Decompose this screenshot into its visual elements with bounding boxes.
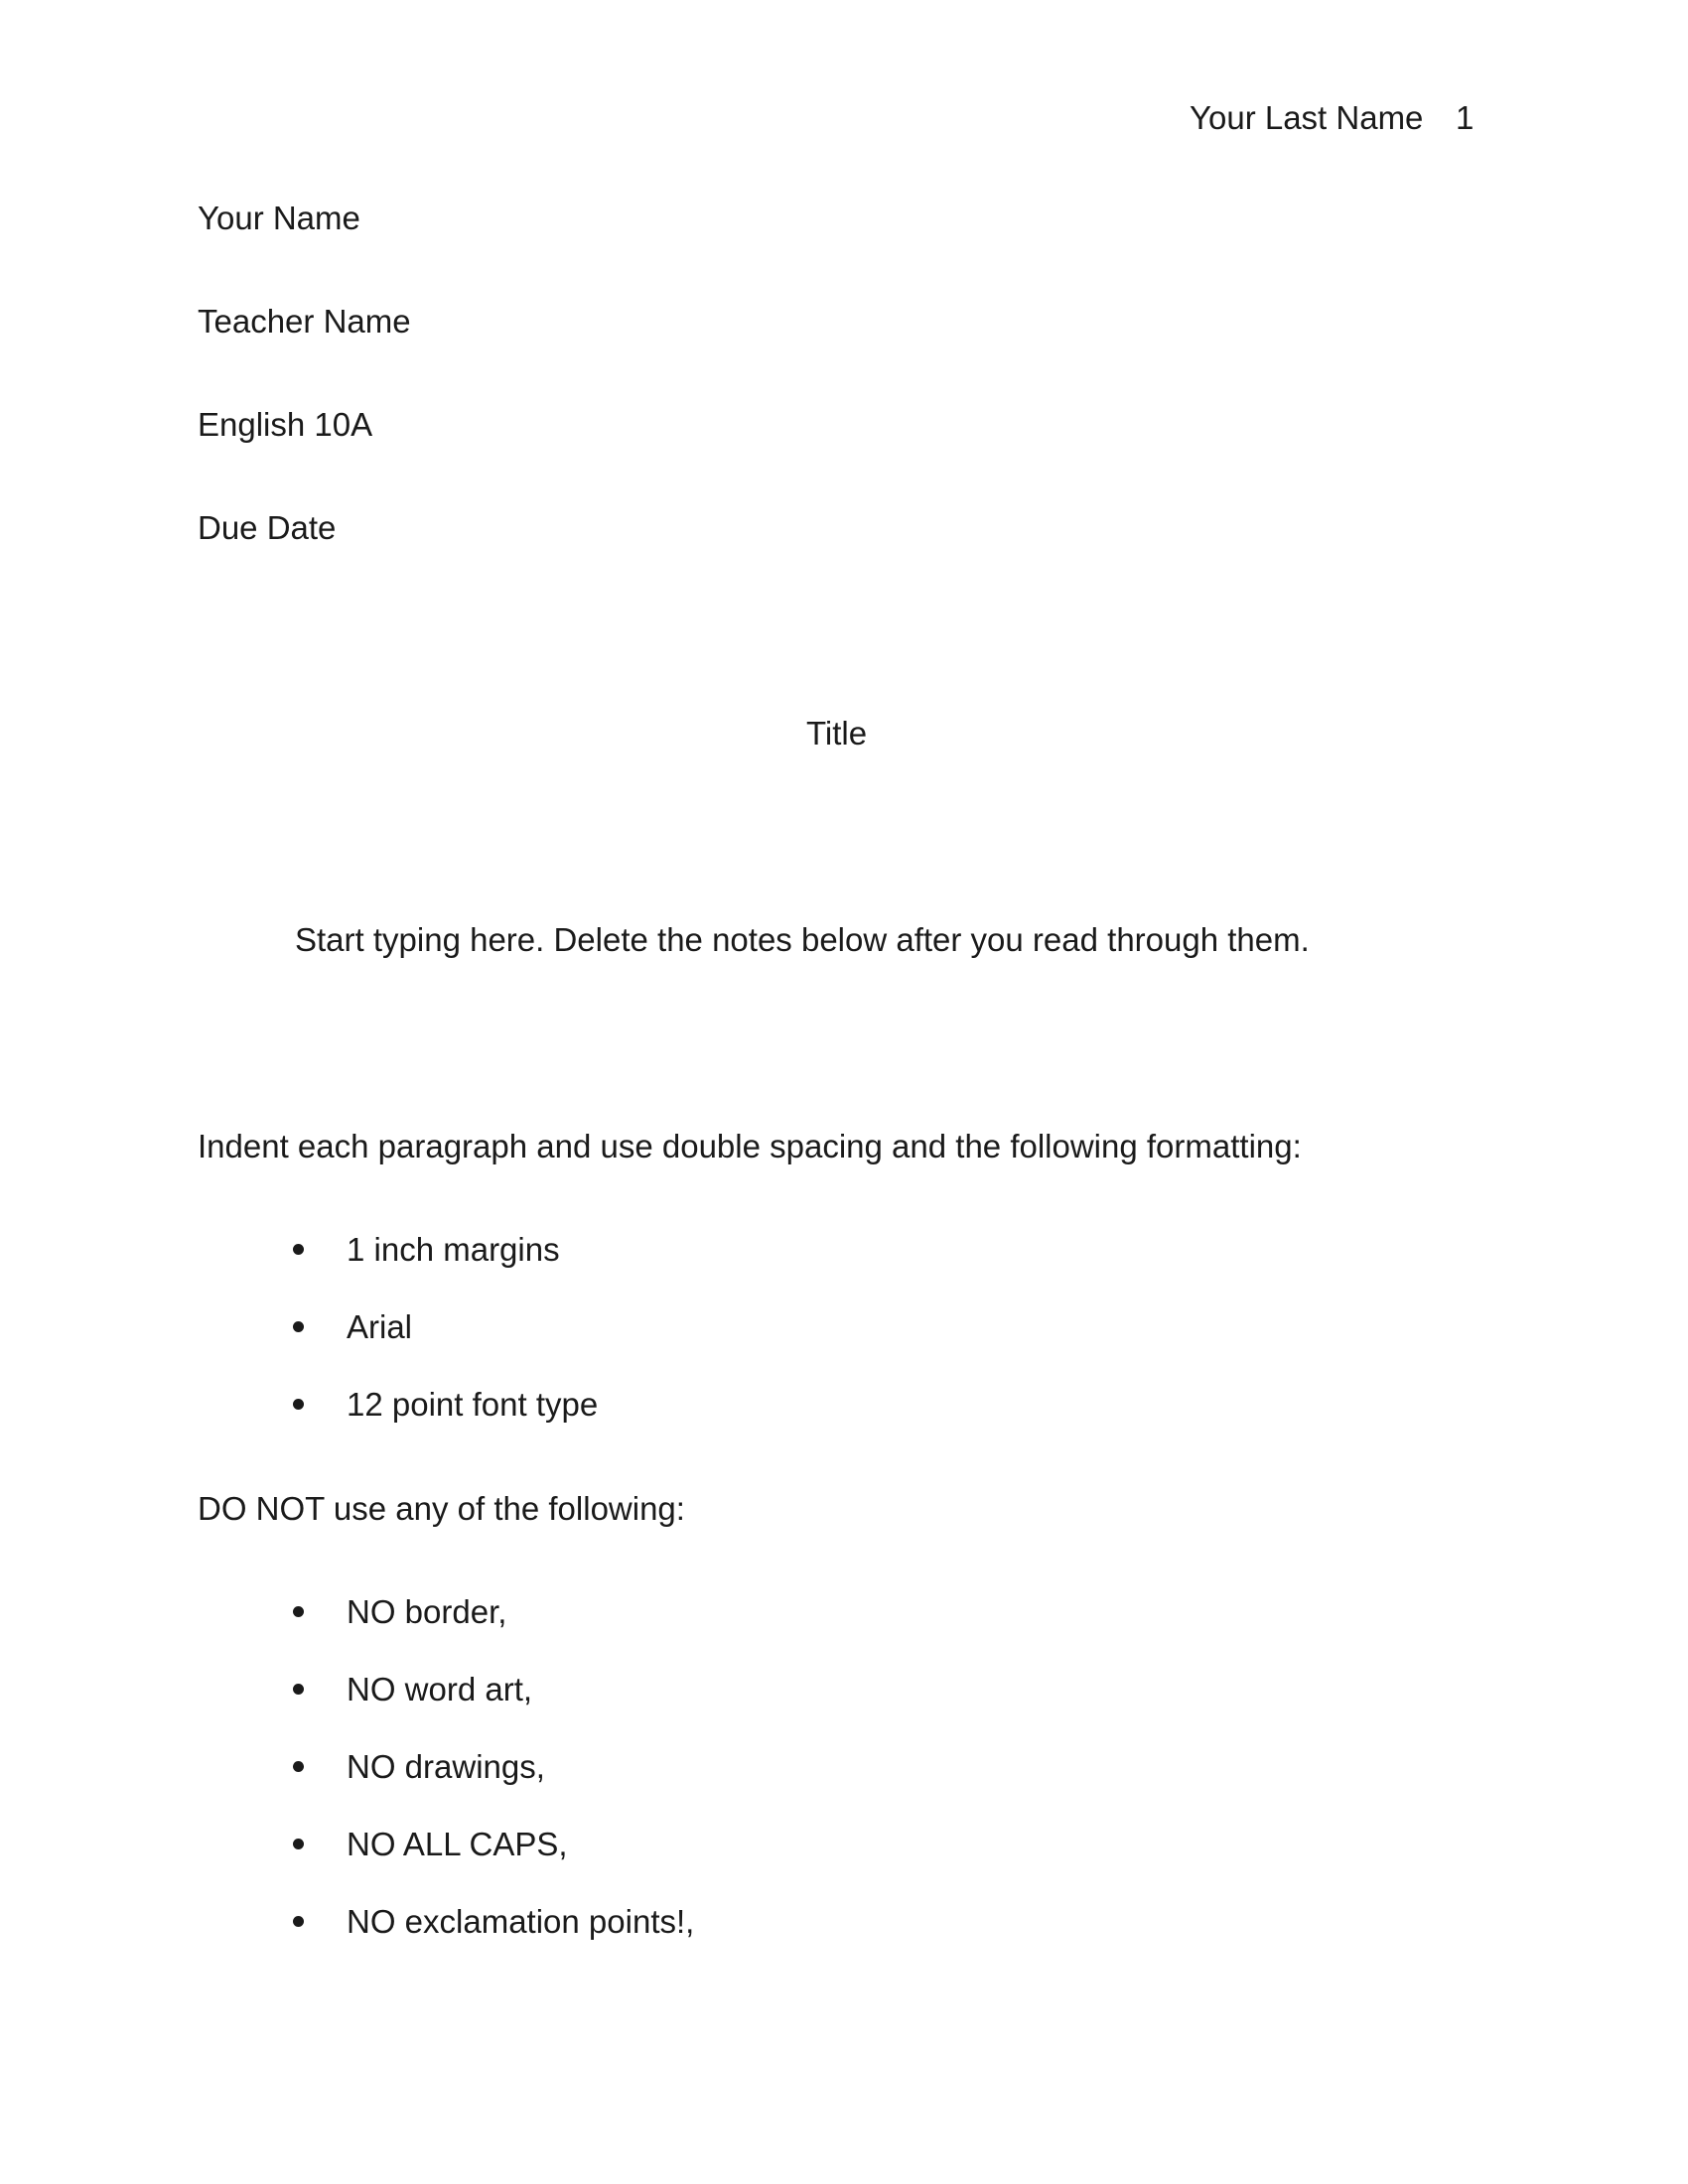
bullet-icon (293, 1244, 304, 1255)
do-not-list-item (293, 1905, 694, 1938)
bullet-icon (293, 1321, 304, 1332)
list-item-label: Arial (347, 1308, 413, 1345)
bullet-icon (293, 1761, 304, 1772)
formatting-list-item (293, 1233, 560, 1266)
list-item-label: 12 point font type (347, 1386, 599, 1423)
bullet-icon (293, 1606, 304, 1617)
list-item-label: NO exclamation points!, (347, 1903, 695, 1940)
student-name: Your Name (198, 200, 360, 236)
formatting-notes-intro: Indent each paragraph and use double spacing and the following formatting: (198, 1128, 1302, 1164)
running-header-page-number: 1 (1456, 99, 1475, 136)
do-not-list-item (293, 1673, 532, 1706)
list-item-label: NO border, (347, 1593, 507, 1630)
formatting-list-item (293, 1310, 412, 1343)
do-not-intro: DO NOT use any of the following: (198, 1490, 685, 1527)
course-name: English 10A (198, 406, 373, 443)
paper-title: Title (805, 715, 868, 751)
bullet-icon (293, 1839, 304, 1849)
running-header-last-name: Your Last Name (1190, 99, 1424, 136)
do-not-list-item (293, 1828, 568, 1860)
teacher-name: Teacher Name (198, 303, 411, 340)
list-item-label: 1 inch margins (347, 1231, 560, 1268)
do-not-list-item (293, 1595, 506, 1628)
bullet-icon (293, 1684, 304, 1695)
bullet-icon (293, 1399, 304, 1410)
due-date: Due Date (198, 509, 337, 546)
body-paragraph: Start typing here. Delete the notes below after you read through them. (295, 921, 1310, 958)
bullet-icon (293, 1916, 304, 1927)
list-item-label: NO word art, (347, 1671, 533, 1707)
list-item-label: NO ALL CAPS, (347, 1826, 568, 1862)
do-not-list-item (293, 1750, 545, 1783)
formatting-list-item (293, 1388, 598, 1421)
list-item-label: NO drawings, (347, 1748, 545, 1785)
